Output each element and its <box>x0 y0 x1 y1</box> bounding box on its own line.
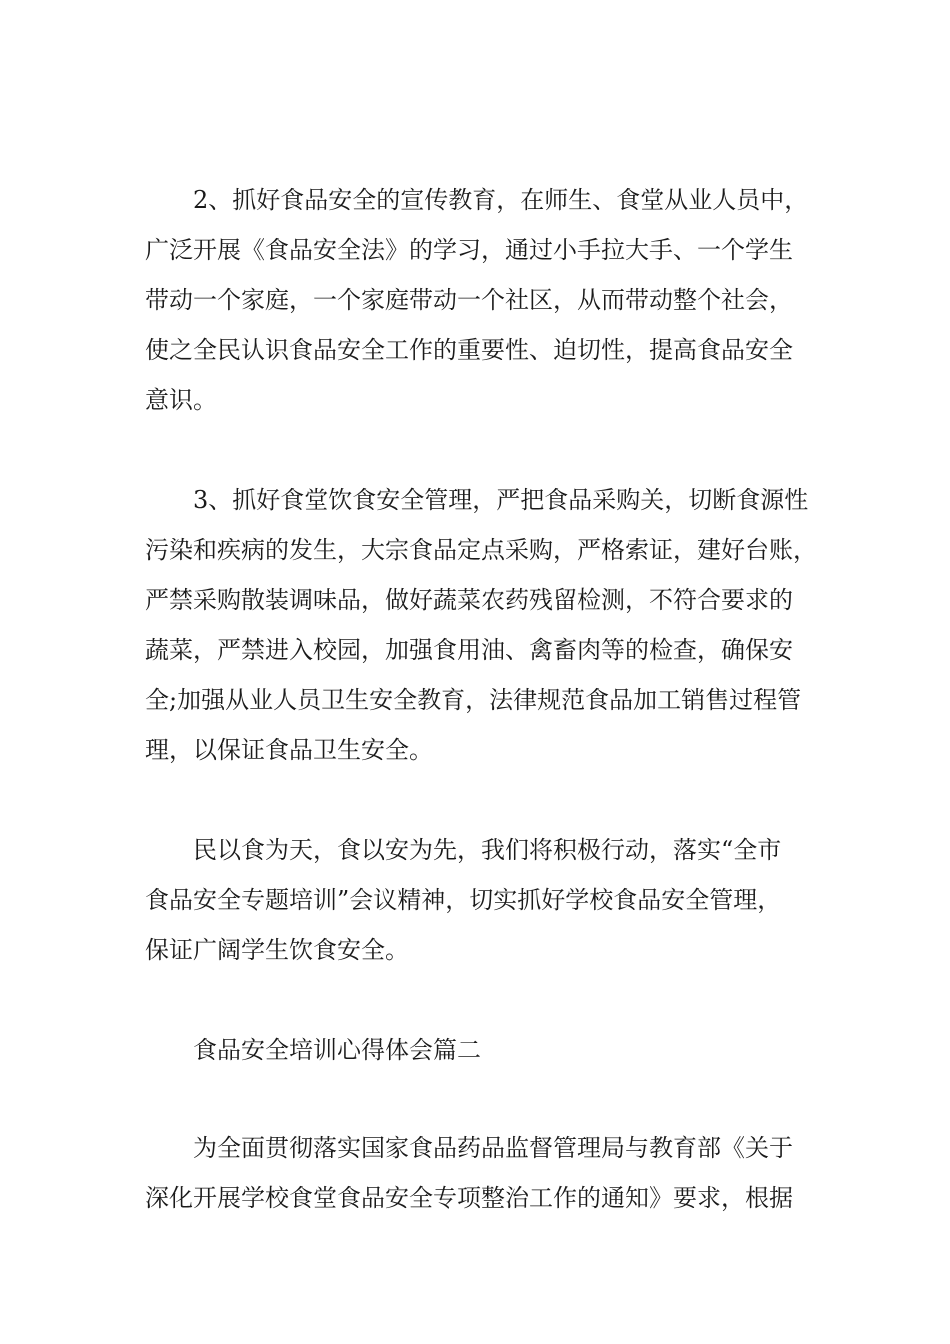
paragraph-line: 污染和疾病的发生，大宗食品定点采购，严格索证，建好台账， <box>145 536 817 564</box>
paragraph-line: 严禁采购散装调味品，做好蔬菜农药残留检测，不符合要求的 <box>145 586 793 614</box>
paragraph-line: 蔬菜，严禁进入校园，加强食用油、禽畜肉等的检查，确保安 <box>145 636 793 664</box>
paragraph-line: 2、抓好食品安全的宣传教育，在师生、食堂从业人员中， <box>193 186 809 214</box>
paragraph-line: 全;加强从业人员卫生安全教育，法律规范食品加工销售过程管 <box>145 686 802 714</box>
paragraph-line: 深化开展学校食堂食品安全专项整治工作的通知》要求，根据 <box>145 1184 793 1212</box>
section-title: 食品安全培训心得体会篇二 <box>193 1036 481 1064</box>
paragraph-line: 3、抓好食堂饮食安全管理，严把食品采购关，切断食源性 <box>193 486 809 514</box>
paragraph-line: 保证广阔学生饮食安全。 <box>145 936 409 964</box>
paragraph-line: 使之全民认识食品安全工作的重要性、迫切性，提高食品安全 <box>145 336 793 364</box>
paragraph-line: 意识。 <box>145 386 217 414</box>
paragraph-3 <box>145 475 817 775</box>
paragraph-line: 民以食为天，食以安为先，我们将积极行动，落实“全市 <box>193 836 782 864</box>
paragraph-line: 广泛开展《食品安全法》的学习，通过小手拉大手、一个学生 <box>145 236 793 264</box>
paragraph-line: 理，以保证食品卫生安全。 <box>145 736 433 764</box>
paragraph-line: 带动一个家庭，一个家庭带动一个社区，从而带动整个社会， <box>145 286 793 314</box>
paragraph-line: 食品安全专题培训”会议精神，切实抓好学校食品安全管理， <box>145 886 782 914</box>
paragraph-intro <box>145 1123 810 1223</box>
paragraph-conclusion <box>145 825 810 975</box>
paragraph-2 <box>145 175 810 425</box>
paragraph-line: 为全面贯彻落实国家食品药品监督管理局与教育部《关于 <box>193 1134 793 1162</box>
